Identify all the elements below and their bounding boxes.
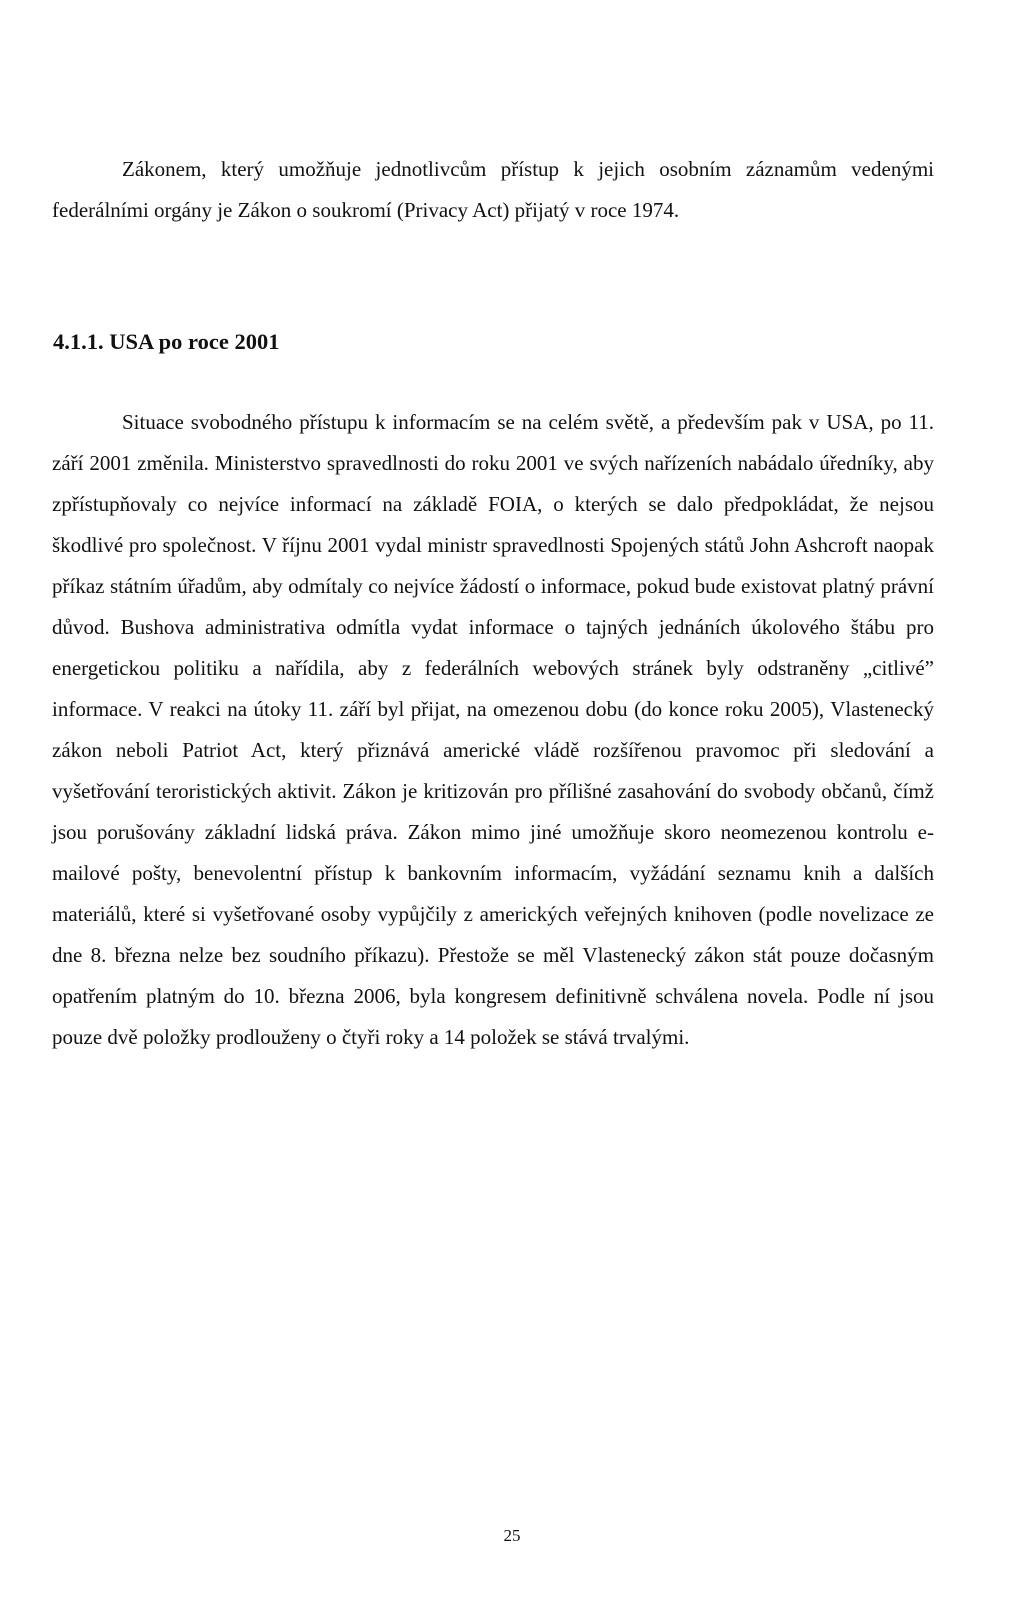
body-paragraph: Situace svobodného přístupu k informacím se na celém světě, a především pak v USA, po 11. září 2001 změnila. Ministerstvo spravedlnosti do roku 2001 ve svých nařízeních nabádalo úředníky, aby zpřístupňovaly co nejvíce informací na základě FOIA, o kterých se dalo předpokládat, že nejsou škodlivé pro společnost. V říjnu 2001 vydal ministr spravedlnosti Spojených států John Ashcroft naopak příkaz státním úřadům, aby odmítaly co nejvíce žádostí o informace, pokud bude existovat platný právní důvod. Bushova administrativa odmítla vydat informace o tajných jednáních úkolového štábu pro energetickou politiku a nařídila, aby z federálních webových stránek byly odstraněny „citlivé” informace. V reakci na útoky 11. září byl přijat, na omezenou dobu (do konce roku 2005), Vlastenecký zákon neboli Patriot Act, který přiznává americké vládě rozšířenou pravomoc při sledování a vyšetřování teroristických aktivit. Zákon je kritizován pro přílišné zasahování do svobody občanů, čímž jsou porušovány základní lidská práva. Zákon mimo jiné umožňuje skoro neomezenou kontrolu e-mailové pošty, benevolentní přístup k bankovním informacím, vyžádání seznamu knih a dalších materiálů, které si vyšetřované osoby vypůjčily z amerických veřejných knihoven (podle novelizace ze dne 8. března nelze bez soudního příkazu). Přestože se měl Vlastenecký zákon stát pouze dočasným opatřením platným do 10. března 2006, byla kongresem definitivně schválena novela. Podle ní jsou pouze dvě položky prodlouženy o čtyři roky a 14 položek se stává trvalými. [52,410,934,1049]
page-number: 25 [503,1526,521,1545]
section-heading: 4.1.1. USA po roce 2001 [53,329,280,354]
intro-paragraph: Zákonem, který umožňuje jednotlivcům přístup k jejich osobním záznamům vedenými federálními orgány je Zákon o soukromí (Privacy Act) přijatý v roce 1974. [52,157,934,222]
